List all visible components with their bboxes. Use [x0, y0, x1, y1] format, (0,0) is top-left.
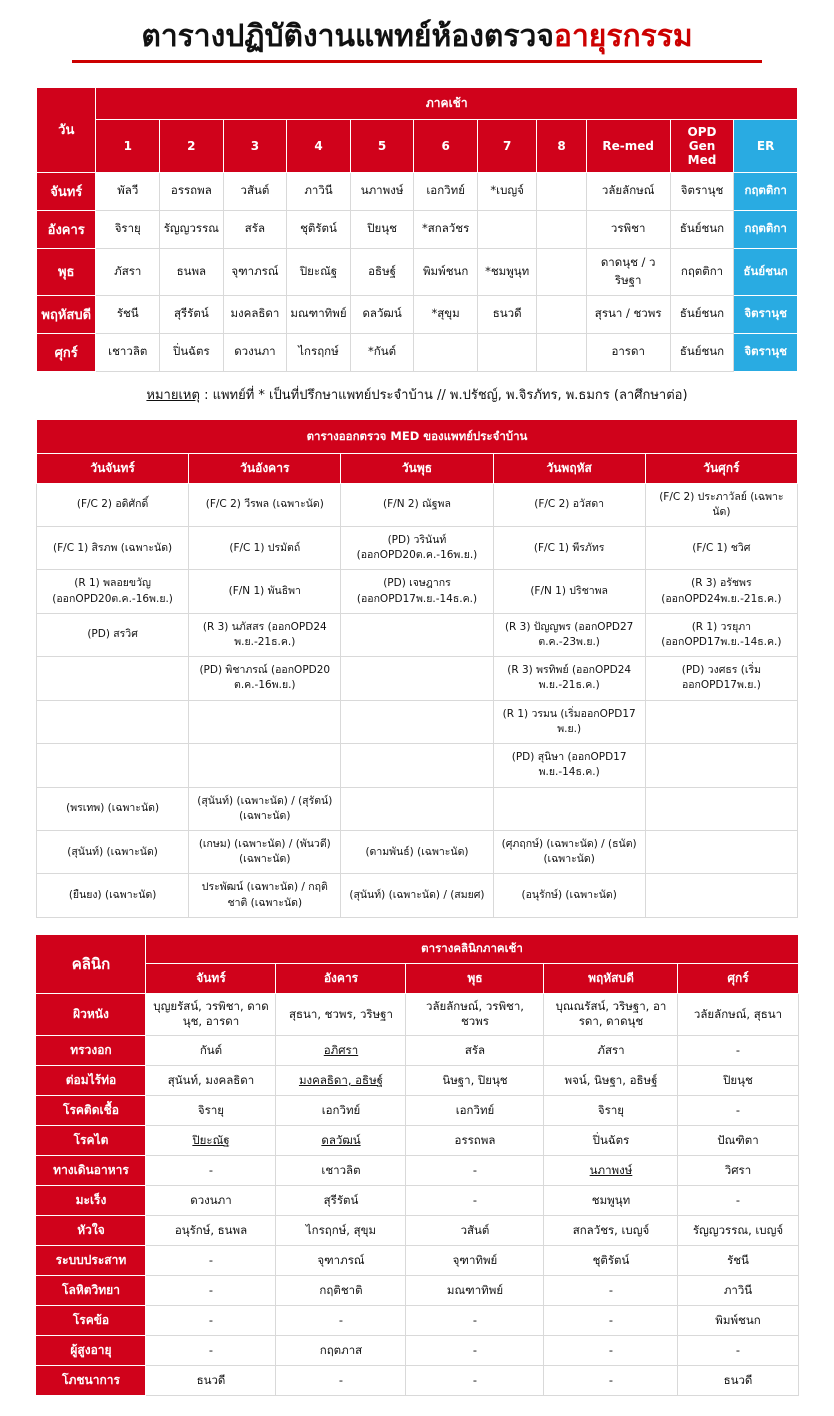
med-row — [37, 831, 798, 874]
clinic-cell: ไกรฤกษ์, สุขุม — [276, 1215, 406, 1245]
clinic-cell: วลัยลักษณ์, วรพิชา, ชวพร — [406, 993, 544, 1035]
morning-row — [37, 295, 798, 333]
clinic-cell: - — [678, 1185, 798, 1215]
clinic-cell: - — [406, 1185, 544, 1215]
morning-cell: ภัสรา — [96, 248, 160, 295]
morning-cell: ปิยะณัฐ — [287, 248, 351, 295]
clinic-cell: - — [544, 1305, 678, 1335]
clinic-row — [36, 1245, 798, 1275]
med-cell: (R 1) พลอยขวัญ (ออกOPD20ต.ค.-16พ.ย.) — [37, 570, 189, 613]
clinic-cell: สกลวัชร, เบญจ์ — [544, 1215, 678, 1245]
clinic-cell: วลัยลักษณ์, สุธนา — [678, 993, 798, 1035]
clinic-cell: ดวงนภา — [146, 1185, 276, 1215]
med-cell: (R 1) วรยุภา (ออกOPD17พ.ย.-14ธ.ค.) — [645, 613, 797, 656]
clinic-cell: - — [544, 1335, 678, 1365]
clinic-cell: - — [146, 1335, 276, 1365]
med-cell — [645, 744, 797, 787]
morning-cell — [537, 172, 586, 210]
morning-col-header-8: 8 — [537, 119, 586, 172]
morning-col-header-1: 1 — [96, 119, 160, 172]
clinic-cell: ดลวัฒน์ — [276, 1125, 406, 1155]
morning-cell: ดวงนภา — [223, 333, 287, 371]
clinic-row-label: โรคไต — [36, 1125, 146, 1155]
clinic-row-label: โรคข้อ — [36, 1305, 146, 1335]
morning-cell: *ชมพูนุท — [477, 248, 536, 295]
clinic-row — [36, 1335, 798, 1365]
clinic-cell: - — [406, 1305, 544, 1335]
clinic-cell: สรัล — [406, 1035, 544, 1065]
clinic-band-row — [36, 934, 798, 963]
med-cell: (F/N 1) พันธิพา — [189, 570, 341, 613]
morning-cell: อารดา — [586, 333, 670, 371]
med-cell: (ดามพันธ์) (เฉพาะนัด) — [341, 831, 493, 874]
med-cell: (F/C 2) อดิศักดิ์ — [37, 483, 189, 526]
morning-cell: มงคลธิดา — [223, 295, 287, 333]
clinic-cell: - — [146, 1275, 276, 1305]
med-band-row — [37, 419, 798, 453]
morning-col-header-6: 6 — [414, 119, 478, 172]
morning-cell: ธันย์ชนก — [670, 333, 734, 371]
clinic-cell: จิรายุ — [146, 1095, 276, 1125]
med-cell — [493, 787, 645, 830]
clinic-row-label: ต่อมไร้ท่อ — [36, 1065, 146, 1095]
morning-cell: เชาวลิต — [96, 333, 160, 371]
morning-band-row — [37, 87, 798, 119]
morning-cell: ปิ่นฉัตร — [160, 333, 224, 371]
clinic-cell: - — [146, 1155, 276, 1185]
clinic-cell: จุฑาทิพย์ — [406, 1245, 544, 1275]
clinic-cell: ภาวินี — [678, 1275, 798, 1305]
med-cell: (F/C 2) อวัสดา — [493, 483, 645, 526]
clinic-row-label: ผิวหนัง — [36, 993, 146, 1035]
med-row — [37, 526, 798, 569]
med-cell — [341, 613, 493, 656]
med-cell: (R 3) พรทิพย์ (ออกOPD24 พ.ย.-21ธ.ค.) — [493, 657, 645, 700]
clinic-cell: กฤตภาส — [276, 1335, 406, 1365]
med-cell: (F/N 1) ปริชาพล — [493, 570, 645, 613]
med-cell: (สุนันท์) (เฉพาะนัด) / (สุรัตน์) (เฉพาะนัด) — [189, 787, 341, 830]
clinic-row-label: โลหิตวิทยา — [36, 1275, 146, 1305]
clinic-row — [36, 1365, 798, 1395]
clinic-cell: - — [544, 1275, 678, 1305]
med-cell — [341, 787, 493, 830]
clinic-row — [36, 1215, 798, 1245]
clinic-cell: มณฑาทิพย์ — [406, 1275, 544, 1305]
clinic-col-header-0: จันทร์ — [146, 963, 276, 993]
morning-cell: ธันย์ชนก — [670, 295, 734, 333]
clinic-col-header-4: ศุกร์ — [678, 963, 798, 993]
clinic-row — [36, 1275, 798, 1305]
med-cell: (R 3) ปัญญพร (ออกOPD27 ต.ค.-23พ.ย.) — [493, 613, 645, 656]
med-cell: (R 1) วรมน (เริ่มออกOPD17 พ.ย.) — [493, 700, 645, 743]
morning-cell: ไกรฤกษ์ — [287, 333, 351, 371]
morning-col-header-er: ER — [734, 119, 798, 172]
morning-cell: ธนพล — [160, 248, 224, 295]
morning-cell: ปิยนุช — [350, 210, 414, 248]
morning-row — [37, 248, 798, 295]
med-header-row — [37, 453, 798, 483]
clinic-cell: พจน์, นิษฐา, อธิษฐ์ — [544, 1065, 678, 1095]
clinic-cell: มงคลธิดา, อธิษฐ์ — [276, 1065, 406, 1095]
clinic-row — [36, 1065, 798, 1095]
footnote-text: : แพทย์ที่ * เป็นที่ปรึกษาแพทย์ประจำบ้าน // พ.ปรัชญ์, พ.จิรภัทร, พ.ธมกร (ลาศึกษาต่อ) — [204, 387, 688, 403]
clinic-cell: อภิศรา — [276, 1035, 406, 1065]
clinic-col-header-3: พฤหัสบดี — [544, 963, 678, 993]
morning-col-header-3: 3 — [223, 119, 287, 172]
morning-cell: วสันต์ — [223, 172, 287, 210]
med-cell — [645, 787, 797, 830]
med-cell: (F/C 1) สิรภพ (เฉพาะนัด) — [37, 526, 189, 569]
med-cell: (F/C 2) ประภาวัลย์ (เฉพาะนัด) — [645, 483, 797, 526]
clinic-cell: ธนวดี — [678, 1365, 798, 1395]
med-cell: (PD) สุนิษา (ออกOPD17 พ.ย.-14ธ.ค.) — [493, 744, 645, 787]
clinic-cell: รัชนี — [678, 1245, 798, 1275]
med-row — [37, 613, 798, 656]
title-underline-rule — [72, 60, 762, 63]
med-cell: (F/C 1) พีรภัทร — [493, 526, 645, 569]
med-cell — [37, 657, 189, 700]
med-cell — [645, 831, 797, 874]
footnote — [36, 384, 798, 405]
clinic-cell: รัญญวรรณ, เบญจ์ — [678, 1215, 798, 1245]
morning-cell: ชุติรัตน์ — [287, 210, 351, 248]
med-cell: (F/C 1) ปรมัตถ์ — [189, 526, 341, 569]
med-cell: (เกษม) (เฉพาะนัด) / (พันวดี) (เฉพาะนัด) — [189, 831, 341, 874]
med-cell: ประพัฒน์ (เฉพาะนัด) / กฤติชาติ (เฉพาะนัด) — [189, 874, 341, 917]
page-title-main: ตารางปฏิบัติงานแพทย์ห้องตรวจ — [141, 19, 554, 54]
clinic-row — [36, 1035, 798, 1065]
clinic-row — [36, 1125, 798, 1155]
morning-cell: จุฑาภรณ์ — [223, 248, 287, 295]
morning-row — [37, 210, 798, 248]
clinic-row — [36, 993, 798, 1035]
clinic-row — [36, 1095, 798, 1125]
clinic-row-label: ผู้สูงอายุ — [36, 1335, 146, 1365]
morning-cell: กฤตติกา — [670, 248, 734, 295]
med-cell — [341, 700, 493, 743]
clinic-cell: ปิ่นฉัตร — [544, 1125, 678, 1155]
clinic-cell: บุณณรัสน์, วริษฐา, อารดา, ดาดนุช — [544, 993, 678, 1035]
clinic-cell: - — [678, 1035, 798, 1065]
morning-cell: ธนวดี — [477, 295, 536, 333]
med-cell: (PD) พิชาภรณ์ (ออกOPD20 ต.ค.-16พ.ย.) — [189, 657, 341, 700]
morning-cell: พิมพ์ชนก — [414, 248, 478, 295]
clinic-cell: - — [678, 1095, 798, 1125]
clinic-cell: อนุรักษ์, ธนพล — [146, 1215, 276, 1245]
morning-cell: สรัล — [223, 210, 287, 248]
med-col-header-1: วันอังคาร — [189, 453, 341, 483]
clinic-cell: ชุติรัตน์ — [544, 1245, 678, 1275]
clinic-cell: จุฑาภรณ์ — [276, 1245, 406, 1275]
clinic-row — [36, 1185, 798, 1215]
med-cell: (F/N 2) ณัฐพล — [341, 483, 493, 526]
clinic-cell: กันต์ — [146, 1035, 276, 1065]
morning-cell: สุรนา / ชวพร — [586, 295, 670, 333]
morning-cell — [414, 333, 478, 371]
morning-cell: นภาพงษ์ — [350, 172, 414, 210]
clinic-cell: เชาวลิต — [276, 1155, 406, 1185]
page-title-accent: อายุรกรรม — [553, 19, 693, 54]
med-cell — [341, 657, 493, 700]
clinic-row-label: ระบบประสาท — [36, 1245, 146, 1275]
med-cell: (สุนันท์) (เฉพาะนัด) — [37, 831, 189, 874]
clinic-col-header-1: อังคาร — [276, 963, 406, 993]
clinic-cell: ปัณฑิตา — [678, 1125, 798, 1155]
morning-er-cell: ธันย์ชนก — [734, 248, 798, 295]
clinic-cell: สุรีรัตน์ — [276, 1185, 406, 1215]
clinic-cell: เอกวิทย์ — [406, 1095, 544, 1125]
clinic-cell: เอกวิทย์ — [276, 1095, 406, 1125]
clinic-cell: กฤติชาติ — [276, 1275, 406, 1305]
morning-er-cell: จิตรานุช — [734, 333, 798, 371]
med-row — [37, 874, 798, 917]
morning-cell: จิตรานุช — [670, 172, 734, 210]
morning-row-day: พฤหัสบดี — [37, 295, 96, 333]
clinic-cell: - — [146, 1245, 276, 1275]
morning-cell: รัญญวรรณ — [160, 210, 224, 248]
med-residents-table — [36, 419, 798, 918]
clinic-cell: พิมพ์ชนก — [678, 1305, 798, 1335]
morning-cell — [537, 295, 586, 333]
med-cell — [645, 874, 797, 917]
clinic-row-label: ทางเดินอาหาร — [36, 1155, 146, 1185]
clinic-cell: นิษฐา, ปิยนุช — [406, 1065, 544, 1095]
med-cell: (F/C 2) วีรพล (เฉพาะนัด) — [189, 483, 341, 526]
morning-cell: เอกวิทย์ — [414, 172, 478, 210]
morning-cell: ธันย์ชนก — [670, 210, 734, 248]
morning-col-header-re-med: Re-med — [586, 119, 670, 172]
clinic-row-label: มะเร็ง — [36, 1185, 146, 1215]
med-cell: (ศุภฤกษ์) (เฉพาะนัด) / (ธนัต) (เฉพาะนัด) — [493, 831, 645, 874]
med-cell: (PD) เจษฎากร (ออกOPD17พ.ย.-14ธ.ค.) — [341, 570, 493, 613]
med-cell: (สุนันท์) (เฉพาะนัด) / (สมยศ) — [341, 874, 493, 917]
morning-cell: สุรีรัตน์ — [160, 295, 224, 333]
morning-cell — [477, 333, 536, 371]
morning-col-header-4: 4 — [287, 119, 351, 172]
clinic-cell: ภัสรา — [544, 1035, 678, 1065]
med-band-label: ตารางออกตรวจ MED ของแพทย์ประจำบ้าน — [37, 419, 798, 453]
med-col-header-2: วันพุธ — [341, 453, 493, 483]
morning-band-label: ภาคเช้า — [96, 87, 798, 119]
clinic-cell: - — [544, 1365, 678, 1395]
clinic-cell: ปิยนุช — [678, 1065, 798, 1095]
med-cell: (PD) วรินันท์ (ออกOPD20ต.ค.-16พ.ย.) — [341, 526, 493, 569]
med-cell — [645, 700, 797, 743]
morning-cell — [537, 333, 586, 371]
clinic-cell: - — [406, 1335, 544, 1365]
morning-cell: *กันต์ — [350, 333, 414, 371]
morning-cell: *สุขุม — [414, 295, 478, 333]
med-cell — [341, 744, 493, 787]
med-cell: (F/C 1) ชวิศ — [645, 526, 797, 569]
morning-cell: วรพิชา — [586, 210, 670, 248]
footnote-label: หมายเหตุ — [146, 387, 200, 403]
morning-column-header-row — [37, 119, 798, 172]
med-col-header-4: วันศุกร์ — [645, 453, 797, 483]
med-row — [37, 570, 798, 613]
clinic-cell: นภาพงษ์ — [544, 1155, 678, 1185]
morning-cell — [537, 248, 586, 295]
clinic-row-label: โภชนาการ — [36, 1365, 146, 1395]
clinic-cell: - — [406, 1155, 544, 1185]
clinic-cell: สุนันท์, มงคลธิดา — [146, 1065, 276, 1095]
clinic-cell: - — [146, 1305, 276, 1335]
med-cell: (อนุรักษ์) (เฉพาะนัด) — [493, 874, 645, 917]
clinic-cell: อรรถพล — [406, 1125, 544, 1155]
morning-er-cell: กฤตติกา — [734, 172, 798, 210]
clinic-band-label: ตารางคลินิกภาคเช้า — [146, 934, 798, 963]
morning-cell: *สกลวัชร — [414, 210, 478, 248]
morning-col-header-opd-gen-med: OPD Gen Med — [670, 119, 734, 172]
morning-cell: รัชนี — [96, 295, 160, 333]
clinic-cell: - — [276, 1365, 406, 1395]
morning-cell: อธิษฐ์ — [350, 248, 414, 295]
morning-cell — [477, 210, 536, 248]
med-cell — [189, 744, 341, 787]
med-cell: (PD) วงศธร (เริ่มออกOPD17พ.ย.) — [645, 657, 797, 700]
med-cell — [37, 744, 189, 787]
morning-cell — [537, 210, 586, 248]
clinic-row-label: ทรวงอก — [36, 1035, 146, 1065]
med-row — [37, 744, 798, 787]
morning-row — [37, 333, 798, 371]
med-cell — [189, 700, 341, 743]
morning-col-header-5: 5 — [350, 119, 414, 172]
page-title — [141, 18, 692, 56]
med-cell: (PD) สรวิศ — [37, 613, 189, 656]
clinic-cell: สุธนา, ชวพร, วริษฐา — [276, 993, 406, 1035]
clinic-cell: บุญยรัสน์, วรพิชา, ดาดนุช, อารดา — [146, 993, 276, 1035]
med-row — [37, 787, 798, 830]
clinic-corner-label: คลินิก — [36, 934, 146, 993]
clinic-cell: ชมพูนุท — [544, 1185, 678, 1215]
med-cell: (ยืนยง) (เฉพาะนัด) — [37, 874, 189, 917]
med-cell: (R 3) นภัสสร (ออกOPD24 พ.ย.-21ธ.ค.) — [189, 613, 341, 656]
morning-er-cell: จิตรานุช — [734, 295, 798, 333]
clinic-cell: - — [678, 1335, 798, 1365]
med-row — [37, 700, 798, 743]
med-row — [37, 657, 798, 700]
clinic-schedule-table — [35, 934, 798, 1396]
clinic-row-label: โรคติดเชื้อ — [36, 1095, 146, 1125]
clinic-row — [36, 1155, 798, 1185]
morning-row-day: จันทร์ — [37, 172, 96, 210]
med-cell: (พรเทพ) (เฉพาะนัด) — [37, 787, 189, 830]
morning-row-day: พุธ — [37, 248, 96, 295]
morning-row-day: ศุกร์ — [37, 333, 96, 371]
clinic-cell: วิศรา — [678, 1155, 798, 1185]
morning-col-header-2: 2 — [160, 119, 224, 172]
morning-cell: ภาวินี — [287, 172, 351, 210]
morning-cell: อรรถพล — [160, 172, 224, 210]
clinic-cell: ปิยะณัฐ — [146, 1125, 276, 1155]
clinic-cell: วสันต์ — [406, 1215, 544, 1245]
morning-cell: พัลวี — [96, 172, 160, 210]
morning-band-spacer: วัน — [37, 87, 96, 172]
clinic-row — [36, 1305, 798, 1335]
morning-col-header-7: 7 — [477, 119, 536, 172]
morning-cell: *เบญจ์ — [477, 172, 536, 210]
morning-row — [37, 172, 798, 210]
morning-cell: ดลวัฒน์ — [350, 295, 414, 333]
clinic-row-label: หัวใจ — [36, 1215, 146, 1245]
morning-cell: วลัยลักษณ์ — [586, 172, 670, 210]
page-title-wrap — [18, 10, 816, 65]
morning-er-cell: กฤตติกา — [734, 210, 798, 248]
clinic-header-row — [36, 963, 798, 993]
clinic-cell: จิรายุ — [544, 1095, 678, 1125]
morning-cell: มณฑาทิพย์ — [287, 295, 351, 333]
med-cell — [37, 700, 189, 743]
med-cell: (R 3) อรัชพร (ออกOPD24พ.ย.-21ธ.ค.) — [645, 570, 797, 613]
morning-cell: ดาดนุช / วริษฐา — [586, 248, 670, 295]
morning-row-day: อังคาร — [37, 210, 96, 248]
clinic-cell: - — [406, 1365, 544, 1395]
morning-cell: จิรายุ — [96, 210, 160, 248]
med-row — [37, 483, 798, 526]
med-col-header-0: วันจันทร์ — [37, 453, 189, 483]
med-col-header-3: วันพฤหัส — [493, 453, 645, 483]
clinic-col-header-2: พุธ — [406, 963, 544, 993]
morning-schedule-table — [36, 87, 798, 372]
clinic-cell: - — [276, 1305, 406, 1335]
clinic-cell: ธนวดี — [146, 1365, 276, 1395]
